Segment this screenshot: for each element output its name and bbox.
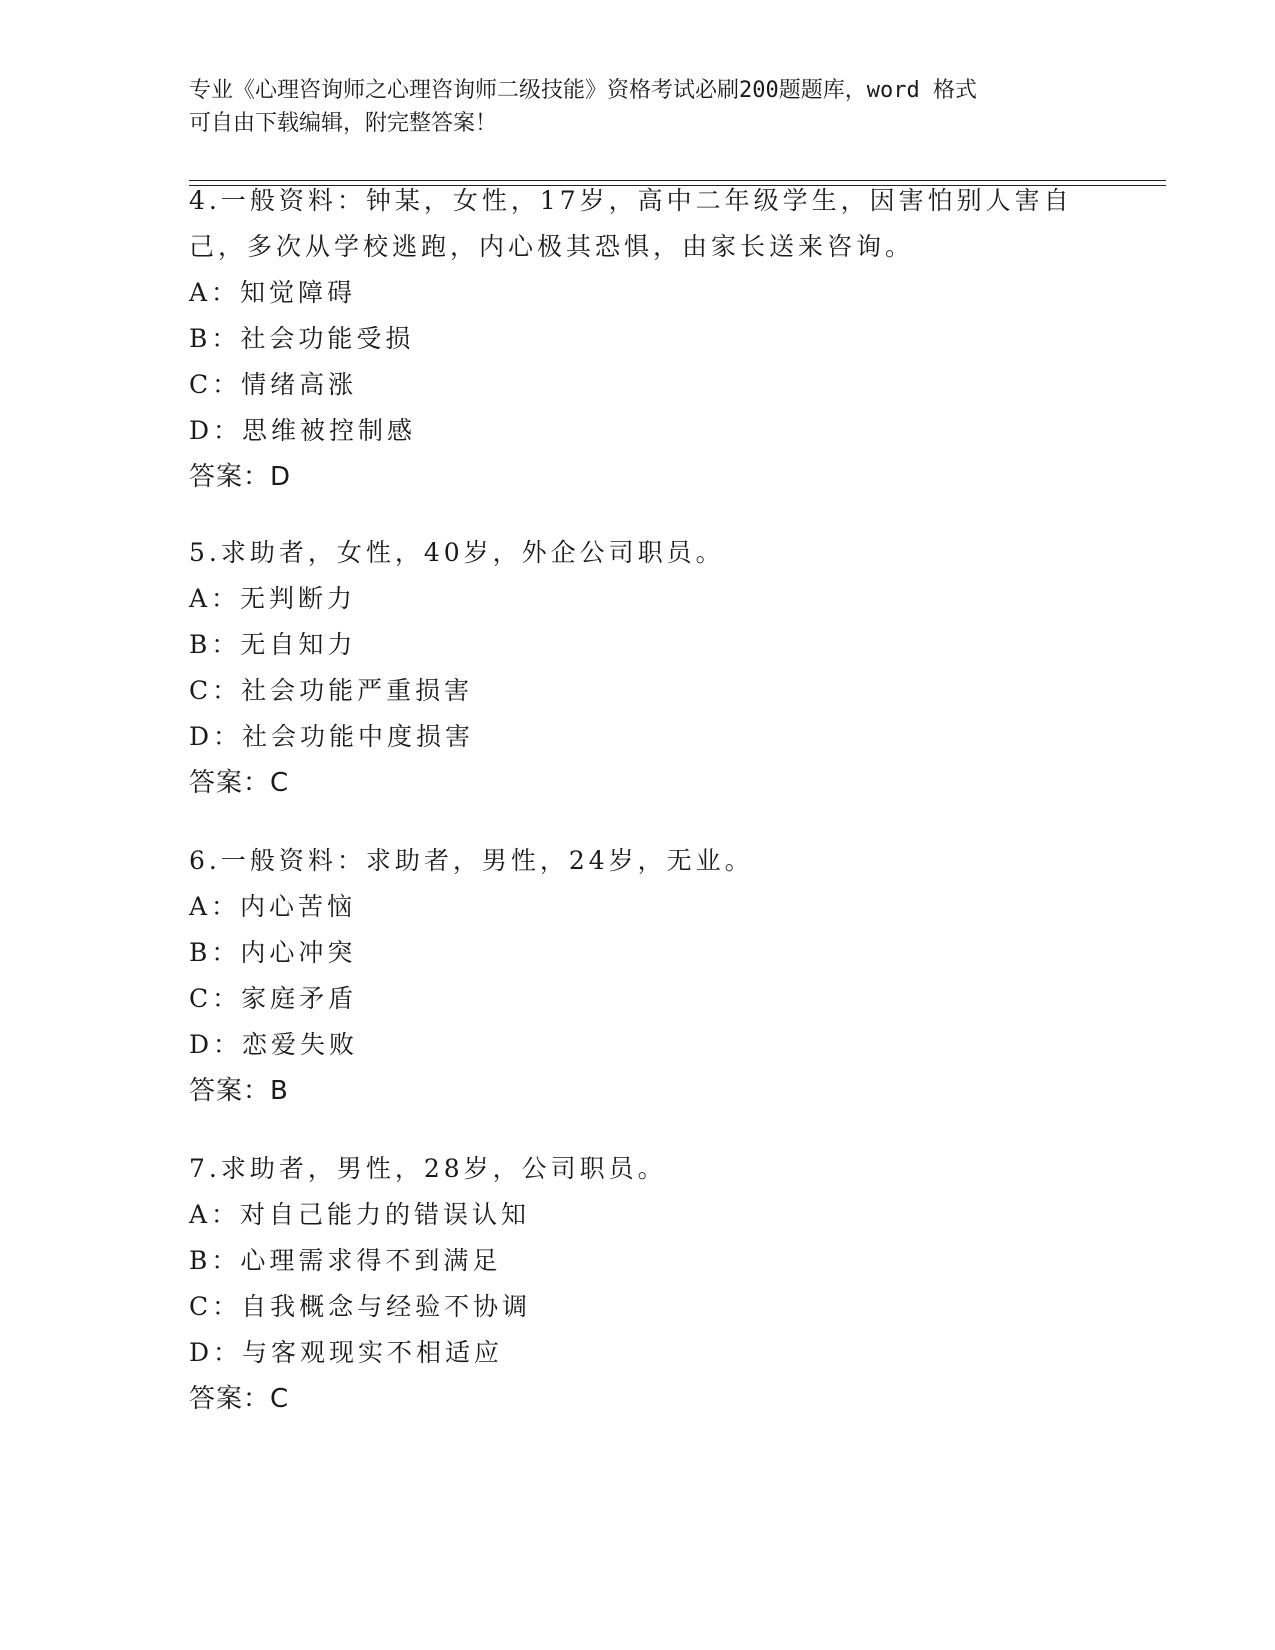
option-d: D：思维被控制感 — [189, 416, 417, 445]
option-a: A：知觉障碍 — [189, 278, 357, 307]
question-6 — [189, 838, 1089, 1114]
option-a: A：内心苦恼 — [189, 892, 357, 921]
option-a: A：无判断力 — [189, 584, 357, 613]
question-stem-line: 4.一般资料：钟某，女性，17岁，高中二年级学生，因害怕别人害自 — [189, 186, 1073, 215]
option-c: C：社会功能严重损害 — [189, 676, 474, 705]
option-d: D：与客观现实不相适应 — [189, 1338, 504, 1367]
option-b: B：心理需求得不到满足 — [189, 1246, 502, 1275]
answer-line: 答案：B — [189, 1076, 289, 1106]
option-b: B：无自知力 — [189, 630, 357, 659]
option-b: B：内心冲突 — [189, 938, 357, 967]
answer-line: 答案：C — [189, 768, 290, 798]
option-d: D：社会功能中度损害 — [189, 722, 475, 751]
option-a: A：对自己能力的错误认知 — [189, 1200, 531, 1229]
header-line-1: 专业《心理咨询师之心理咨询师二级技能》资格考试必刷200题题库，word 格式 — [189, 78, 977, 103]
question-stem-line: 6.一般资料：求助者，男性，24岁，无业。 — [189, 846, 754, 875]
question-stem-line: 7.求助者，男性，28岁，公司职员。 — [189, 1154, 667, 1183]
option-c: C：情绪高涨 — [189, 370, 358, 399]
question-stem-line: 己，多次从学校逃跑，内心极其恐惧，由家长送来咨询。 — [189, 232, 915, 261]
question-5 — [189, 530, 1089, 806]
answer-line: 答案：D — [189, 462, 292, 492]
question-7 — [189, 1146, 1089, 1422]
option-c: C：自我概念与经验不协调 — [189, 1292, 532, 1321]
option-b: B：社会功能受损 — [189, 324, 415, 353]
document-header — [189, 74, 1089, 140]
option-c: C：家庭矛盾 — [189, 984, 358, 1013]
option-d: D：恋爱失败 — [189, 1030, 359, 1059]
question-stem-line: 5.求助者，女性，40岁，外企公司职员。 — [189, 538, 725, 567]
header-line-2: 可自由下载编辑，附完整答案！ — [189, 111, 498, 136]
question-4 — [189, 178, 1089, 500]
answer-line: 答案：C — [189, 1384, 290, 1414]
